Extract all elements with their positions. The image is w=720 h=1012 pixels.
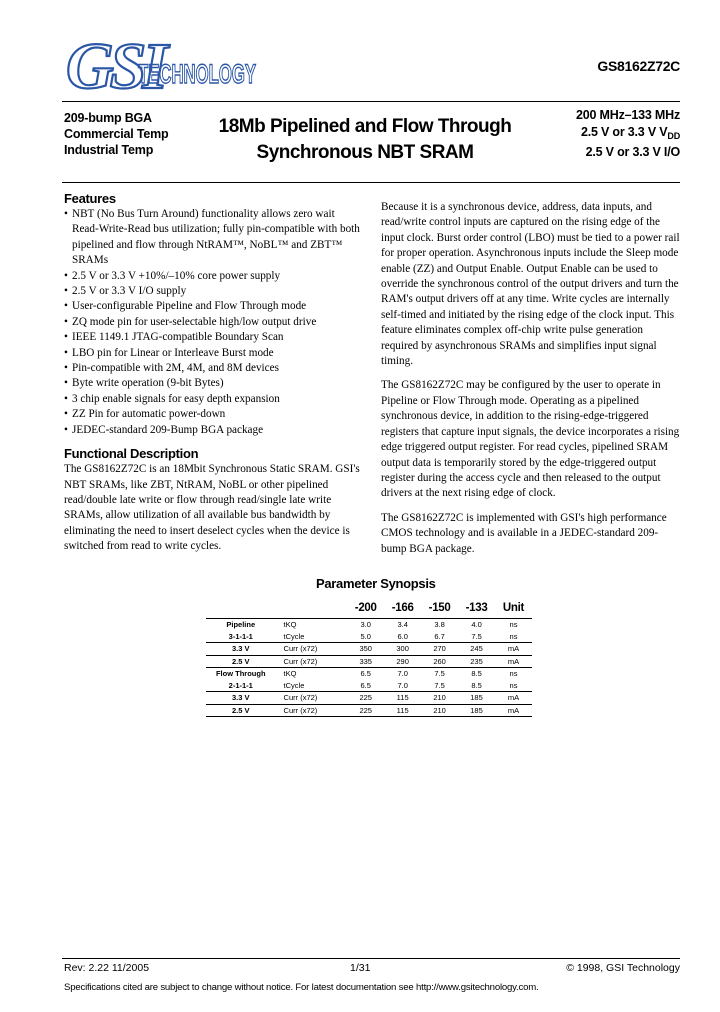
footer-rule: [62, 958, 680, 959]
header-cell: [276, 598, 348, 619]
description-paragraph-2: The GS8162Z72C may be configured by the user to operate in Pipeline or Flow Through mode. Operating as a pipelined synchronous device, in addition to the rising-edge-triggered registers that capture input signals, the device incorporates a rising edge triggered output register. For read cycles, pipelined SRAM output data is temporarily stored by the edge-triggered output register during the access cycle and then released to the output drivers at the next rising edge of clock.: [381, 379, 680, 500]
header-cell: Unit: [495, 598, 532, 619]
value-cell: 8.5: [471, 669, 482, 679]
header-cell: -150: [421, 598, 458, 619]
value-cell: 115: [384, 692, 421, 705]
row-label: 3.3 V: [206, 643, 276, 656]
value-cell: 7.0: [397, 669, 408, 679]
electrical-attributes: [576, 107, 680, 161]
value-cell: 6.5: [347, 680, 384, 692]
value-cell: 4.0: [471, 620, 482, 630]
value-cell: 6.0: [384, 631, 421, 643]
parameter-synopsis-table: [206, 598, 532, 717]
table-header-row: [206, 598, 532, 619]
table-row: [206, 643, 532, 656]
value-cell: 235: [458, 655, 495, 668]
param-cell: Curr (x72): [276, 655, 348, 668]
value-cell: 115: [384, 704, 421, 717]
package-attributes: [64, 110, 168, 158]
param-cell: tCycle: [276, 631, 348, 643]
value-cell: 3.8: [434, 620, 445, 630]
feature-item: • 2.5 V or 3.3 V I/O supply: [64, 284, 362, 299]
right-column: [381, 200, 681, 566]
unit-cell: mA: [495, 643, 532, 656]
feature-item: • ZQ mode pin for user-selectable high/low output drive: [64, 315, 362, 330]
row-label: Pipeline: [226, 620, 256, 630]
param-cell: Curr (x72): [276, 704, 348, 717]
row-label: Flow Through: [215, 669, 266, 679]
value-cell: 335: [347, 655, 384, 668]
left-column: [64, 191, 362, 564]
param-cell: tCycle: [276, 680, 348, 692]
feature-item: • 3 chip enable signals for easy depth expansion: [64, 392, 362, 407]
param-cell: Curr (x72): [276, 692, 348, 705]
value-cell: 3.0: [360, 620, 371, 630]
value-cell: 185: [458, 704, 495, 717]
description-paragraph-1: Because it is a synchronous device, address, data inputs, and read/write control inputs are captured on the rising edge of the input clock. Burst order control (LBO) must be tied to a power rail for proper operation. Asynchronous inputs include the Sleep mode enable (ZZ) and Output Enable. Output Enable can be used to override the synchronous control of the output drivers and turn the RAM's output drivers off at any time. Write cycles are internally self-timed and initiated by the rising edge of the clock input. This feature eliminates complex off-chip write pulse generation required by asynchronous SRAMs and simplifies input signal timing.: [381, 201, 680, 368]
row-label: 3-1-1-1: [206, 631, 276, 643]
value-cell: 350: [347, 643, 384, 656]
gsi-technology-logo: [62, 28, 262, 103]
feature-item: • User-configurable Pipeline and Flow Through mode: [64, 299, 362, 314]
table-row: [206, 631, 532, 643]
value-cell: 270: [421, 643, 458, 656]
features-heading: Features: [64, 191, 116, 206]
functional-description-heading: Functional Description: [64, 446, 199, 462]
features-list: [64, 207, 362, 438]
header-cell: -133: [458, 598, 495, 619]
value-cell: 3.4: [397, 620, 408, 630]
value-cell: 300: [384, 643, 421, 656]
vdd-text: 2.5 V or 3.3 V V: [580, 124, 668, 139]
value-cell: 7.5: [421, 680, 458, 692]
description-paragraph-3: The GS8162Z72C is implemented with GSI's high performance CMOS technology and is available in a JEDEC-standard 209-bump BGA package.: [381, 511, 667, 555]
value-cell: 7.5: [458, 631, 495, 643]
feature-item: • IEEE 1149.1 JTAG-compatible Boundary Scan: [64, 330, 362, 345]
frequency-range: 200 MHz–133 MHz: [576, 108, 680, 122]
feature-item: • Byte write operation (9-bit Bytes): [64, 376, 362, 391]
value-cell: 8.5: [458, 680, 495, 692]
table-row: [206, 692, 532, 705]
value-cell: 7.0: [384, 680, 421, 692]
package-attr-commercial: Commercial Temp: [64, 127, 169, 141]
copyright: © 1998, GSI Technology: [566, 962, 680, 974]
value-cell: 6.7: [421, 631, 458, 643]
unit-cell: ns: [509, 669, 518, 679]
vdd-subscript: DD: [667, 130, 680, 141]
revision-info: Rev: 2.22 11/2005: [64, 962, 150, 974]
unit-cell: ns: [495, 631, 532, 643]
header-rule-bottom: [62, 182, 680, 183]
value-cell: 185: [458, 692, 495, 705]
table-row: [206, 704, 532, 717]
title-line-1: 18Mb Pipelined and Flow Through: [218, 116, 512, 137]
unit-cell: ns: [509, 620, 518, 630]
feature-item: • Pin-compatible with 2M, 4M, and 8M devices: [64, 361, 362, 376]
header-cell: -200: [347, 598, 384, 619]
footer-note: Specifications cited are subject to change without notice. For latest documentation see http://www.gsitechnology.com.: [64, 982, 539, 993]
table-row: [206, 680, 532, 692]
feature-item: • JEDEC-standard 209-Bump BGA package: [64, 423, 362, 438]
part-number: GS8162Z72C: [597, 58, 680, 74]
row-label: 2.5 V: [206, 655, 276, 668]
feature-item: • 2.5 V or 3.3 V +10%/–10% core power supply: [64, 269, 362, 284]
table-row: [206, 619, 532, 631]
page-number: 1/31: [350, 962, 371, 974]
value-cell: 210: [421, 704, 458, 717]
functional-description-text: The GS8162Z72C is an 18Mbit Synchronous Static SRAM. GSI's NBT SRAMs, like ZBT, NtRAM, NoBL or other pipelined read/double late write or flow through read/single late write SRAMs, allow utilization of all available bus bandwidth by eliminating the need to insert deselect cycles when the device is switched from read to write cycles.: [64, 463, 360, 553]
vio-spec: 2.5 V or 3.3 V I/O: [585, 145, 680, 159]
value-cell: 260: [421, 655, 458, 668]
unit-cell: ns: [495, 680, 532, 692]
unit-cell: mA: [495, 655, 532, 668]
package-attr-bga: 209-bump BGA: [64, 111, 152, 125]
param-cell: tKQ: [283, 620, 297, 630]
table-row: [206, 655, 532, 668]
unit-cell: mA: [495, 704, 532, 717]
row-label: 2-1-1-1: [206, 680, 276, 692]
feature-item: • NBT (No Bus Turn Around) functionality allows zero wait Read-Write-Read bus utilization; fully pin-compatible with both pipelined and flow through NtRAM™, NoBL™ and ZBT™ SRAMs: [64, 207, 362, 269]
header-cell: [206, 598, 276, 619]
value-cell: 245: [458, 643, 495, 656]
logo-gsi-text: GSI: [66, 30, 165, 103]
value-cell: 5.0: [347, 631, 384, 643]
value-cell: 7.5: [434, 669, 445, 679]
logo-technology-text: TECHNOLOGY: [138, 59, 256, 89]
vdd-spec: [576, 124, 680, 145]
value-cell: 225: [347, 692, 384, 705]
header-cell: -166: [384, 598, 421, 619]
package-attr-industrial: Industrial Temp: [64, 143, 154, 157]
title-line-2: Synchronous NBT SRAM: [256, 142, 474, 163]
feature-item: • LBO pin for Linear or Interleave Burst mode: [64, 346, 362, 361]
header-rule-top: [62, 101, 680, 102]
document-title: [200, 114, 530, 166]
param-cell: tKQ: [283, 669, 297, 679]
value-cell: 290: [384, 655, 421, 668]
value-cell: 210: [421, 692, 458, 705]
table-row: [206, 668, 532, 680]
param-cell: Curr (x72): [276, 643, 348, 656]
unit-cell: mA: [495, 692, 532, 705]
row-label: 2.5 V: [206, 704, 276, 717]
value-cell: 225: [347, 704, 384, 717]
parameter-synopsis-title: Parameter Synopsis: [316, 576, 436, 591]
value-cell: 6.5: [360, 669, 371, 679]
row-label: 3.3 V: [206, 692, 276, 705]
feature-item: • ZZ Pin for automatic power-down: [64, 407, 362, 422]
